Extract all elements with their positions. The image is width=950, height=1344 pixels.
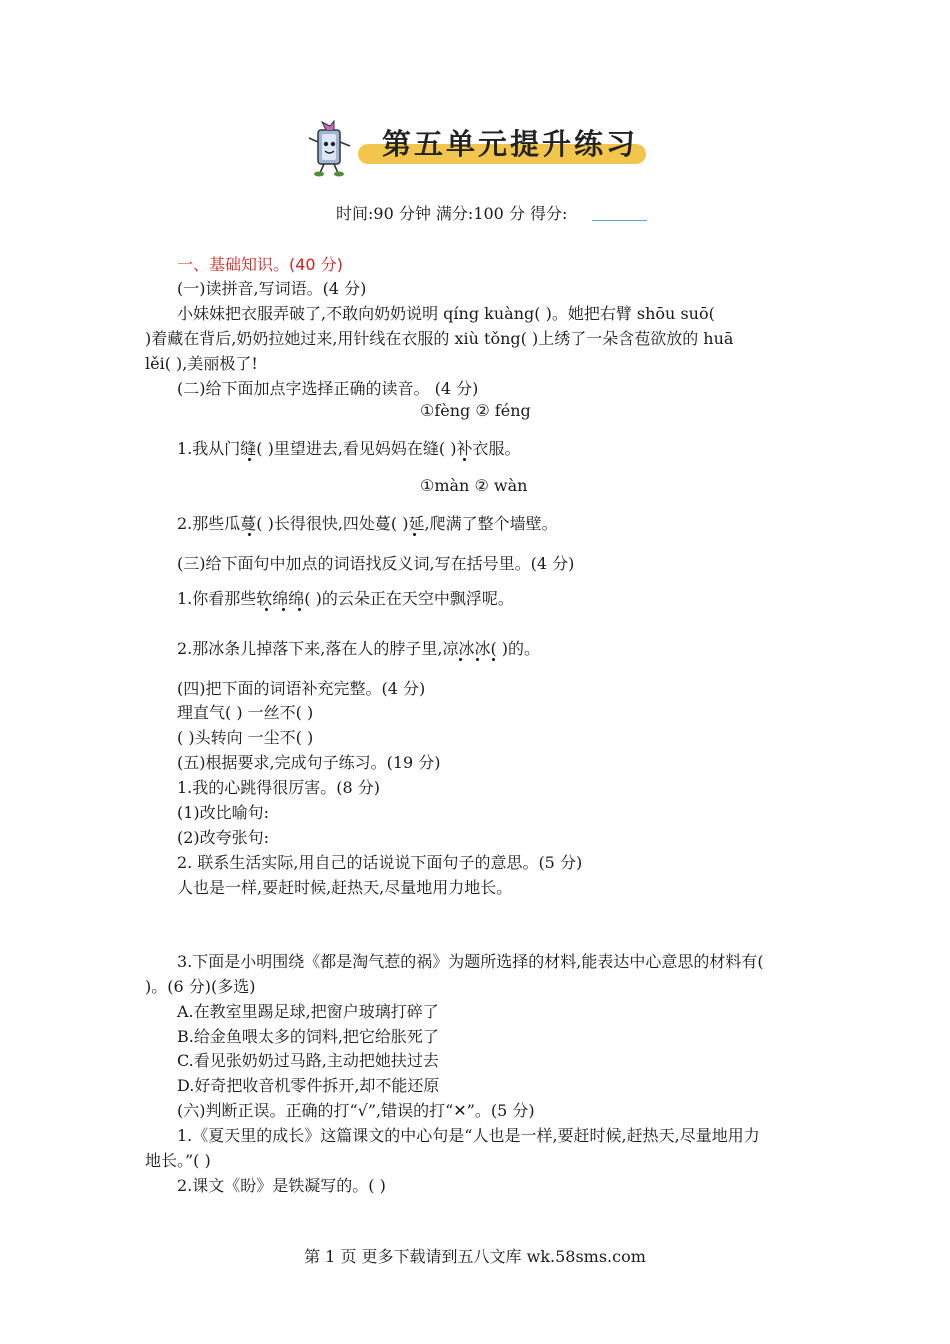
emphasis-dot bbox=[492, 658, 495, 661]
part3-q1: 1.你看那些软绵绵( )的云朵正在天空中飘浮呢。 bbox=[177, 589, 514, 608]
part5-q2: 2. 联系生活实际,用自己的话说说下面句子的意思。(5 分) bbox=[177, 853, 583, 872]
page-title: 第五单元提升练习 bbox=[382, 127, 639, 161]
part5-q1b: (2)改夸张句: bbox=[177, 828, 270, 847]
book-mascot-icon bbox=[304, 120, 354, 178]
part4-row1: 理直气( ) 一丝不( ) bbox=[177, 703, 314, 722]
emphasis-dot bbox=[459, 658, 462, 661]
part2-q2: 2.那些瓜蔓( )长得很快,四处蔓( )延,爬满了整个墙壁。 bbox=[177, 514, 558, 533]
emphasis-dot bbox=[463, 458, 466, 461]
part6-q1-line1: 1.《夏天里的成长》这篇课文的中心句是“人也是一样,要赶时候,赶热天,尽量地用力 bbox=[177, 1126, 760, 1145]
emphasis-dot bbox=[413, 533, 416, 536]
part6-heading: (六)判断正误。正确的打“√”,错误的打“✕”。(5 分) bbox=[177, 1101, 535, 1120]
emphasis-dot bbox=[265, 608, 268, 611]
page-footer: 第 1 页 更多下载请到五八文库 wk.58sms.com bbox=[304, 1247, 646, 1266]
part2-options2: ①màn ② wàn bbox=[420, 476, 528, 495]
part5-q3-line1: 3.下面是小明围绕《都是淘气惹的祸》为题所选择的材料,能表达中心意思的材料有( bbox=[177, 952, 764, 971]
part6-q1-line2: 地长。”( ) bbox=[145, 1151, 211, 1170]
emphasis-dot bbox=[476, 658, 479, 661]
part4-row2: ( )头转向 一尘不( ) bbox=[177, 728, 314, 747]
emphasis-dot bbox=[248, 533, 251, 536]
emphasis-dot bbox=[298, 608, 301, 611]
part1-line2: )着藏在背后,奶奶拉她过来,用针线在衣服的 xiù tǒng( )上绣了一朵含苞欲放的 huā bbox=[145, 329, 734, 348]
option-b: B.给金鱼喂太多的饲料,把它给胀死了 bbox=[177, 1027, 439, 1046]
title-banner bbox=[300, 118, 660, 180]
part2-options1: ①fèng ② féng bbox=[420, 401, 531, 420]
part1-heading: (一)读拼音,写词语。(4 分) bbox=[177, 279, 367, 298]
part3-heading: (三)给下面句中加点的词语找反义词,写在括号里。(4 分) bbox=[177, 554, 575, 573]
part3-q2: 2.那冰条儿掉落下来,落在人的脖子里,凉冰冰( )的。 bbox=[177, 639, 541, 658]
part2-heading: (二)给下面加点字选择正确的读音。 (4 分) bbox=[177, 379, 479, 398]
part5-q3-line2: )。(6 分)(多选) bbox=[145, 977, 256, 996]
section-heading: 一、基础知识。(40 分) bbox=[177, 255, 343, 274]
option-c: C.看见张奶奶过马路,主动把她扶过去 bbox=[177, 1051, 439, 1070]
emphasis-dot bbox=[248, 458, 251, 461]
part6-q2: 2.课文《盼》是铁凝写的。( ) bbox=[177, 1176, 386, 1195]
part5-q1a: (1)改比喻句: bbox=[177, 803, 270, 822]
part5-heading: (五)根据要求,完成句子练习。(19 分) bbox=[177, 753, 441, 772]
exam-meta: 时间:90 分钟 满分:100 分 得分: bbox=[336, 204, 568, 223]
score-blank[interactable] bbox=[592, 220, 647, 221]
part4-heading: (四)把下面的词语补充完整。(4 分) bbox=[177, 679, 426, 698]
emphasis-dot bbox=[282, 608, 285, 611]
option-d: D.好奇把收音机零件拆开,却不能还原 bbox=[177, 1076, 440, 1095]
part5-q2-sentence: 人也是一样,要赶时候,赶热天,尽量地用力地长。 bbox=[177, 878, 513, 897]
option-a: A.在教室里踢足球,把窗户玻璃打碎了 bbox=[177, 1002, 439, 1021]
part1-line3: lěi( ),美丽极了! bbox=[145, 354, 258, 373]
part1-line1: 小妹妹把衣服弄破了,不敢向奶奶说明 qíng kuàng( )。她把右臂 shōu suō( bbox=[177, 304, 715, 323]
part5-q1: 1.我的心跳得很厉害。(8 分) bbox=[177, 778, 381, 797]
part2-q1: 1.我从门缝( )里望进去,看见妈妈在缝( )补衣服。 bbox=[177, 439, 521, 458]
